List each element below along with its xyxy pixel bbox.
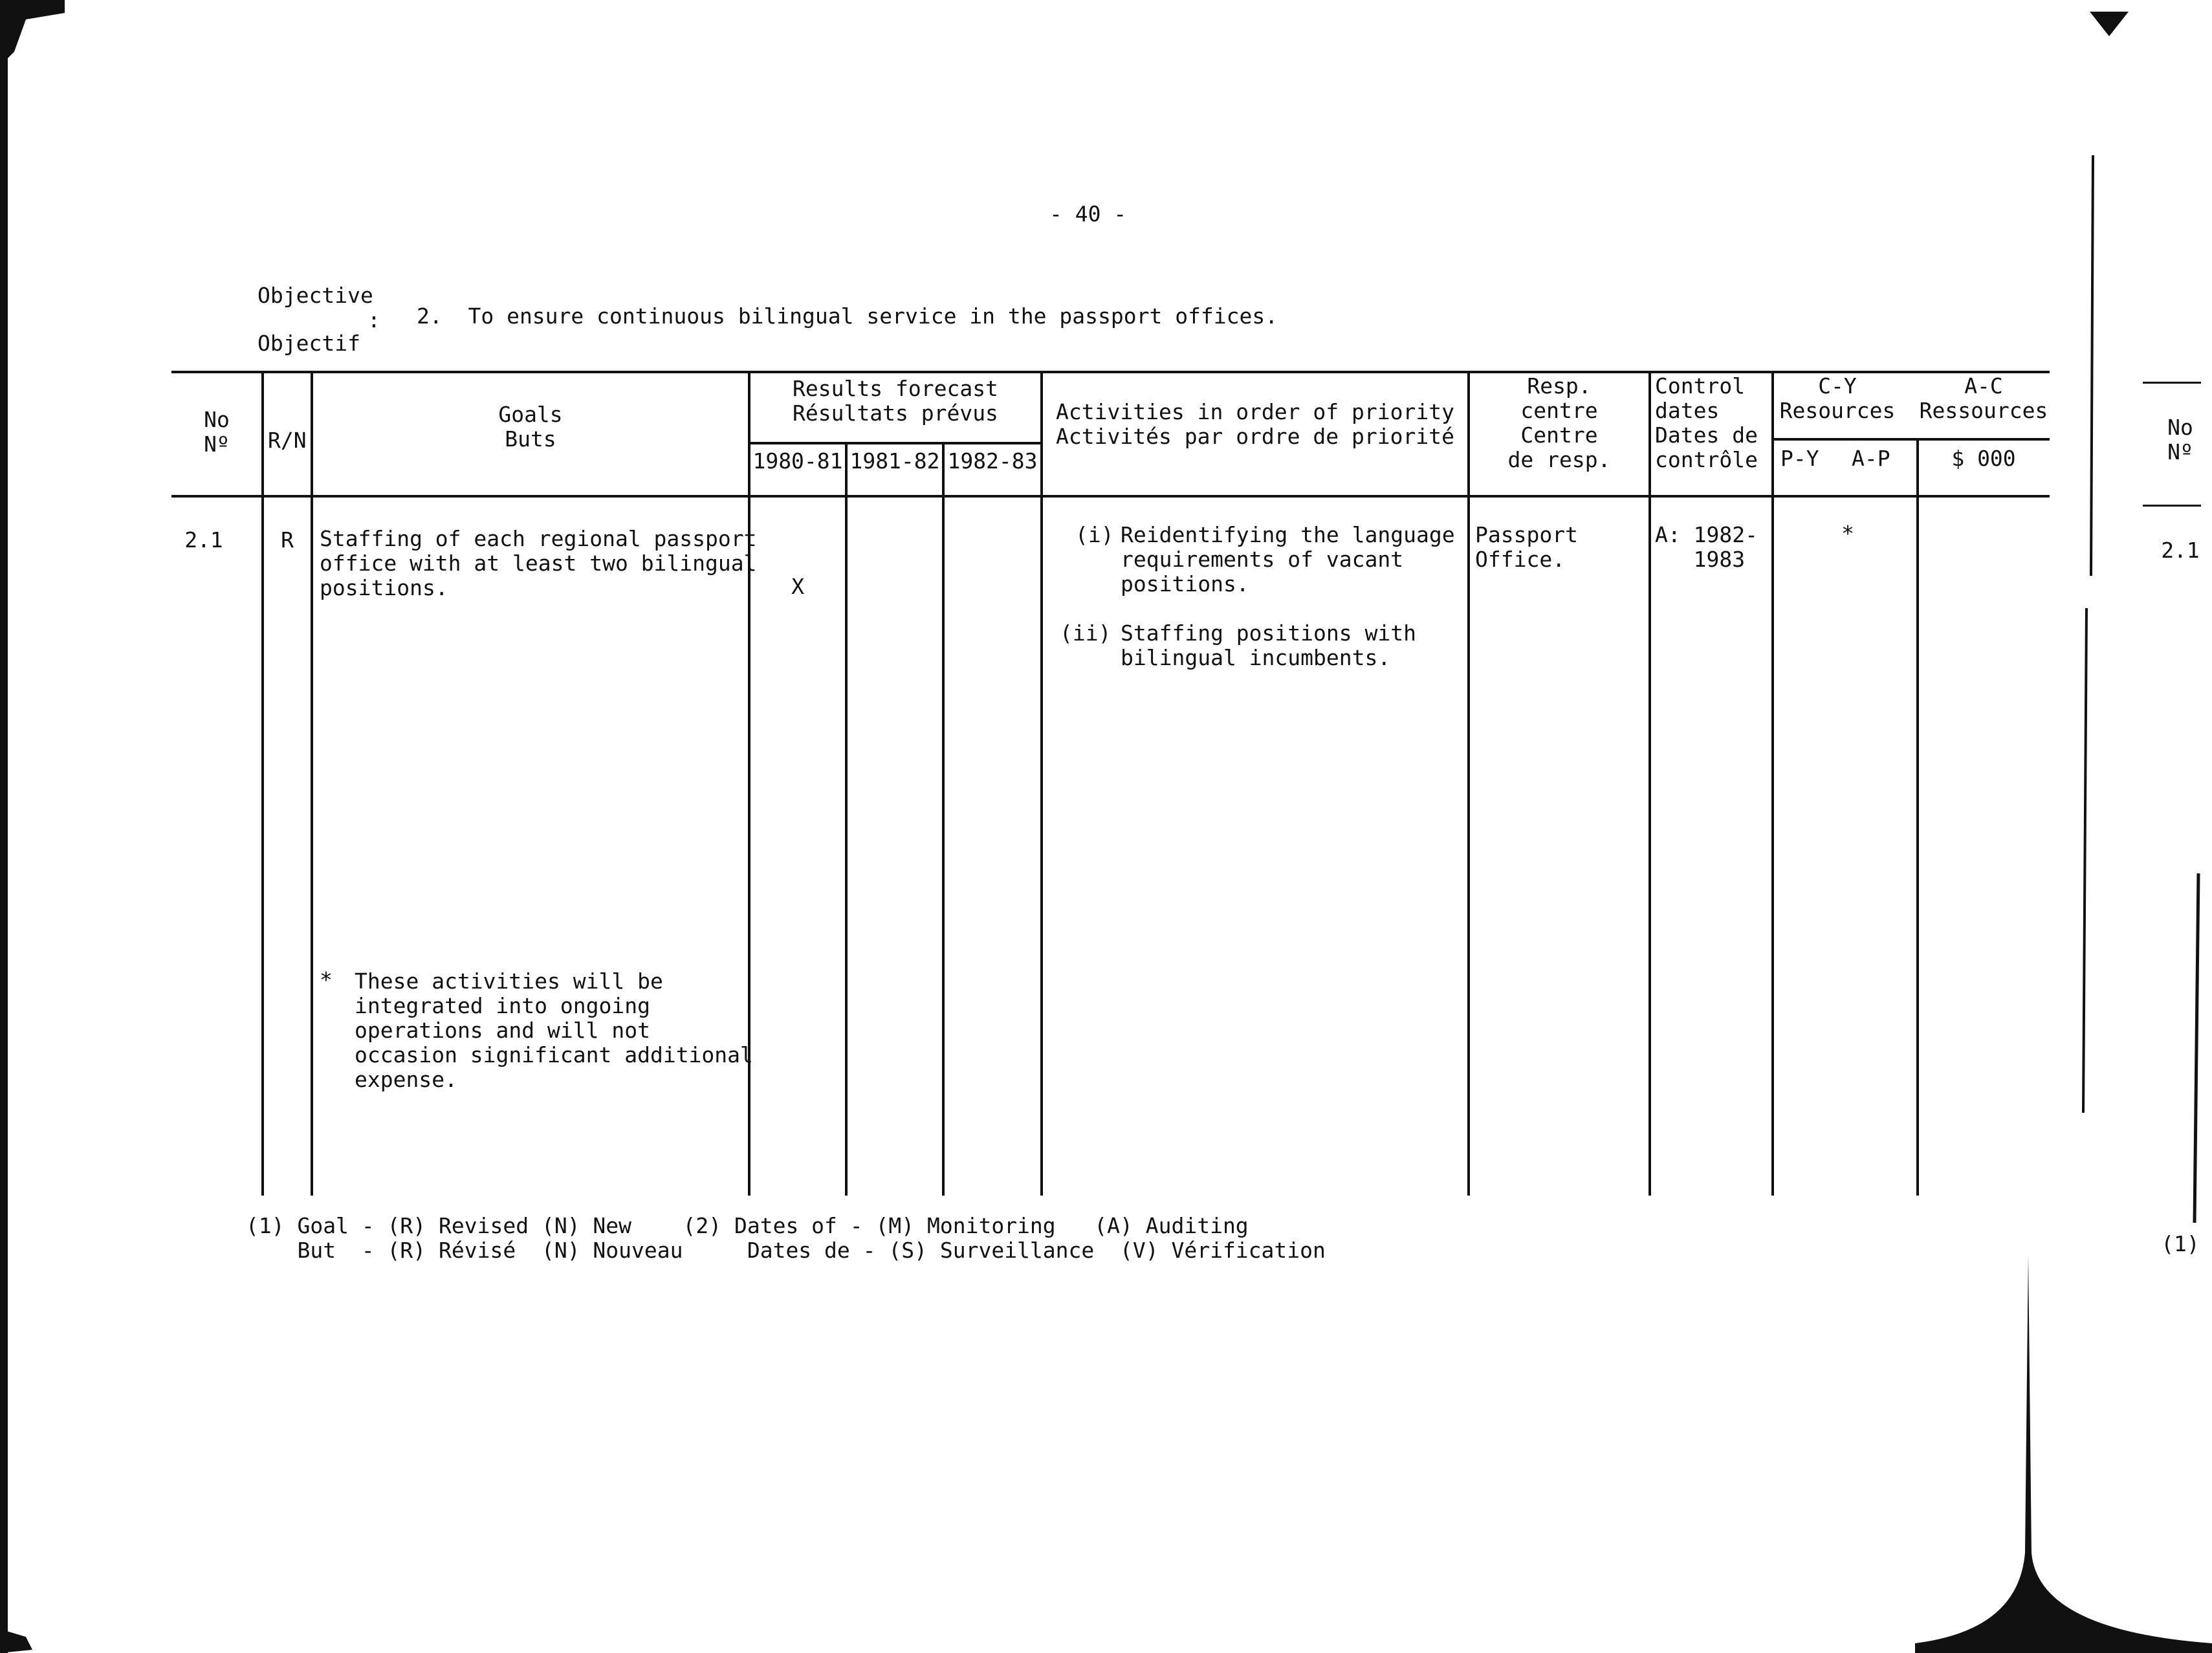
col-divider-control [1771, 371, 1774, 1196]
header-goals: Goals Buts [498, 402, 563, 452]
header-year-1982: 1982-83 [947, 448, 1038, 474]
margin-header-no: No Nº [2167, 415, 2193, 465]
header-ac: A-C Ressources [1919, 373, 2048, 423]
row-control: A: 1982- 1983 [1655, 522, 1758, 572]
col-divider-no [261, 371, 264, 1196]
corner-mark-top-left [0, 0, 78, 1653]
row-resource-star: * [1841, 521, 1854, 546]
row-note: These activities will be integrated into ongoing operations and will not occasion significant additional expense. [355, 969, 753, 1092]
col-divider-results [1040, 371, 1043, 1196]
page-number: - 40 - [1049, 201, 1127, 226]
col-divider-year2 [942, 442, 945, 1196]
col-divider-year1 [845, 442, 848, 1196]
col-divider-resp [1648, 371, 1651, 1196]
table-header-bottom-rule [171, 495, 2050, 498]
header-no: No Nº [204, 407, 230, 457]
footnote-line-1: (1) Goal - (R) Revised (N) New (2) Dates of - (M) Monitoring (A) Auditing [246, 1213, 1249, 1238]
corner-triangle-top-right [2090, 12, 2129, 38]
row-note-star: * [320, 967, 333, 992]
header-results: Results forecast Résultats prévus [793, 376, 998, 426]
margin-row-no: 2.1 [2161, 538, 2200, 563]
footnote-line-2: But - (R) Révisé (N) Nouveau Dates de - (S) Surveillance (V) Vérification [246, 1238, 1326, 1263]
col-divider-cy [1916, 438, 1919, 1196]
row-x-mark: X [791, 574, 804, 599]
corner-mark-bottom-left [0, 1624, 39, 1653]
row-rn: R [281, 527, 294, 553]
header-py: P-Y [1780, 446, 1819, 471]
row-activity-2-num: (ii) [1060, 620, 1111, 646]
row-activity-1-num: (i) [1075, 522, 1114, 547]
row-no: 2.1 [184, 527, 223, 553]
margin-footnote-ref: (1) [2161, 1231, 2200, 1256]
results-subheader-rule [749, 442, 1042, 444]
row-activity-1: Reidentifying the language requirements of vacant positions. [1121, 522, 1455, 597]
objective-colon: : [367, 307, 380, 333]
objective-text: 2. To ensure continuous bilingual service in the passport offices. [417, 303, 1278, 329]
header-resp: Resp. centre Centre de resp. [1507, 373, 1611, 472]
objective-label-fr: Objectif [257, 331, 360, 356]
header-control: Control dates Dates de contrôle [1655, 373, 1758, 472]
header-year-1980: 1980-81 [752, 448, 843, 474]
col-divider-activities [1467, 371, 1470, 1196]
objective-label-en: Objective [257, 283, 373, 308]
col-divider-rn [311, 371, 313, 1196]
margin-rule-top [2143, 382, 2201, 384]
row-resp: Passport Office. [1475, 522, 1578, 572]
row-goal: Staffing of each regional passport office with at least two bilingual positions. [320, 526, 757, 600]
table-top-rule [171, 371, 2050, 373]
header-year-1981: 1981-82 [849, 448, 940, 474]
resources-subheader-rule [1773, 438, 2050, 441]
header-ap: A-P [1852, 446, 1890, 471]
header-activities: Activities in order of priority Activités par ordre de priorité [1056, 399, 1454, 449]
header-rn: R/N [268, 428, 307, 453]
row-activity-2: Staffing positions with bilingual incumbents. [1121, 620, 1416, 670]
header-dollars: $ 000 [1951, 446, 2016, 471]
margin-rule-bottom [2143, 505, 2201, 507]
header-cy: C-Y Resources [1779, 373, 1896, 423]
